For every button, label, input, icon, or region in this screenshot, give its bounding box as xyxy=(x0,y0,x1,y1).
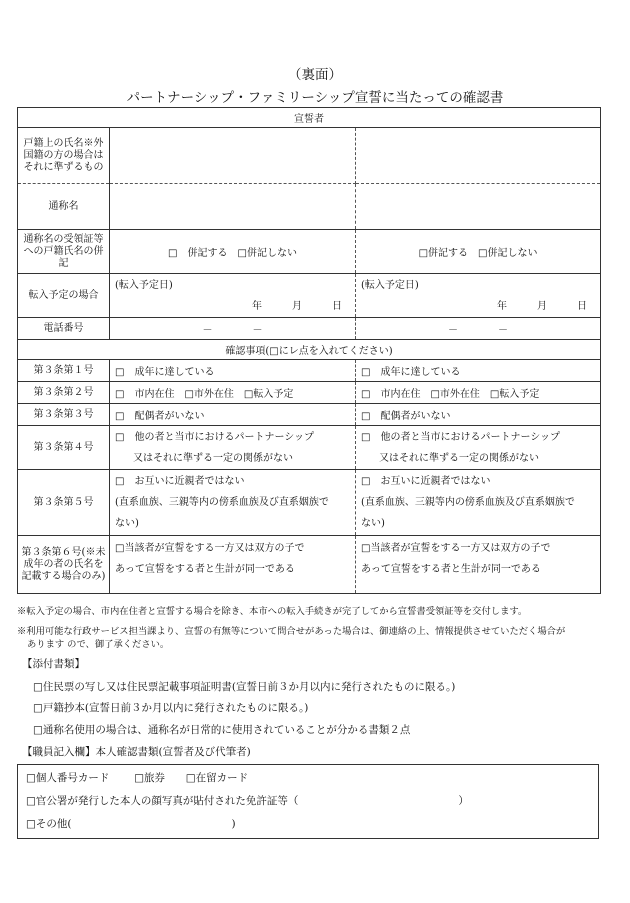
declaration-form-table xyxy=(17,107,601,594)
common-name-label: 通称名 xyxy=(18,184,110,230)
page-title: パートナーシップ・ファミリーシップ宣誓に当たっての確認書 xyxy=(126,90,504,106)
r3-check-right[interactable]: □ 配偶者がいない xyxy=(356,404,601,426)
move-label: 転入予定の場合 xyxy=(18,274,110,318)
r1-check-right[interactable]: □ 成年に達している xyxy=(356,360,601,382)
id-photo-license: □官公署が発行した本人の顔写真が貼付された免許証等（ xyxy=(26,795,299,807)
r2-check-left[interactable]: □ 市内在住 □市外在住 □転入予定 xyxy=(110,382,356,404)
id-other: □その他( xyxy=(26,818,72,830)
name-field-right[interactable] xyxy=(356,128,601,184)
staff-id-row3[interactable] xyxy=(26,816,236,831)
phone-field-right[interactable]: － － xyxy=(356,318,601,340)
staff-header: 【職員記入欄】本人確認書類(宣誓者及び代筆者) xyxy=(22,746,251,758)
r4-text2-right: 又はそれに準ずる一定の関係がない xyxy=(379,452,539,464)
r5-text2-left: (直系血族、三親等内の傍系血族及び直系姻族で xyxy=(115,497,329,508)
attachment-common-name-docs[interactable]: □通称名使用の場合は、通称名が日常的に使用されていることが分かる書類２点 xyxy=(33,724,411,736)
note-2b: あります ので、御了承ください。 xyxy=(27,639,170,650)
r2-label: 第３条第２号 xyxy=(18,382,110,404)
staff-id-row1 xyxy=(26,770,248,785)
r5-text1-left: □ お互いに近親者ではない xyxy=(115,476,245,487)
id-photo-license-close: ） xyxy=(458,795,469,807)
r4-label: 第３条第４号 xyxy=(18,426,110,470)
phone-label: 電話番号 xyxy=(18,318,110,340)
move-sub-right: (転入予定日) xyxy=(361,279,419,291)
name-label: 戸籍上の氏名※外国籍の方の場合はそれに準ずるもの xyxy=(18,128,110,184)
r4-text1-left: □ 他の者と当市におけるパートナーシップ xyxy=(115,431,315,443)
attachment-resident-card[interactable]: □住民票の写し又は住民票記載事項証明書(宣誓日前３か月以内に発行されたものに限る。) xyxy=(33,681,456,693)
id-mynumber-card[interactable]: □個人番号カード xyxy=(26,772,110,784)
r6-text2-right: あって宣誓をする者と生計が同一である xyxy=(361,564,541,575)
r5-text3-left: ない) xyxy=(115,518,139,529)
r6-check-right[interactable] xyxy=(356,536,601,594)
staff-id-row2[interactable] xyxy=(26,793,469,808)
r3-check-left[interactable]: □ 配偶者がいない xyxy=(110,404,356,426)
id-residence-card[interactable]: □在留カード xyxy=(185,772,249,784)
r5-text3-right: ない) xyxy=(361,518,385,529)
move-date-left[interactable] xyxy=(110,274,356,318)
r4-check-right[interactable] xyxy=(356,426,601,470)
staff-id-box xyxy=(17,764,599,839)
phone-field-left[interactable]: － － xyxy=(110,318,356,340)
r5-text1-right: □ お互いに近親者ではない xyxy=(361,476,491,487)
r4-text2-left: 又はそれに準ずる一定の関係がない xyxy=(133,452,293,464)
page-side-label: （裏面） xyxy=(288,67,342,83)
common-name-field-left[interactable] xyxy=(110,184,356,230)
r6-check-left[interactable] xyxy=(110,536,356,594)
r2-check-right[interactable]: □ 市内在住 □市外在住 □転入予定 xyxy=(356,382,601,404)
attachments-header: 【添付書類】 xyxy=(22,658,85,670)
r5-check-right[interactable] xyxy=(356,470,601,536)
move-date-text-right: 年 月 日 xyxy=(497,300,588,312)
r3-label: 第３条第３号 xyxy=(18,404,110,426)
attachment-family-register[interactable]: □戸籍抄本(宣誓日前３か月以内に発行されたものに限る。) xyxy=(33,702,309,714)
r6-text1-left: □当該者が宣誓をする一方又は双方の子で xyxy=(115,543,305,554)
r5-label: 第３条第５号 xyxy=(18,470,110,536)
move-date-text-left: 年 月 日 xyxy=(252,300,342,312)
note-2a: ※利用可能な行政サービス担当課より、宣誓の有無等について問合せがあった場合は、御連絡の上、情報提供させていただく場合が xyxy=(17,626,566,637)
move-sub-left: (転入予定日) xyxy=(115,279,173,291)
declarant-header: 宣誓者 xyxy=(18,108,601,128)
confirm-header: 確認事項(□にレ点を入れてください) xyxy=(18,340,601,360)
common-note-options-left[interactable]: □ 併記する □併記しない xyxy=(110,230,356,274)
r4-check-left[interactable] xyxy=(110,426,356,470)
note-1: ※転入予定の場合、市内在住者と宣誓する場合を除き、本市への転入手続きが完了してから宣誓書受領証等を交付します。 xyxy=(17,606,528,617)
r1-label: 第３条第１号 xyxy=(18,360,110,382)
r4-text1-right: □ 他の者と当市におけるパートナーシップ xyxy=(361,431,561,443)
r1-check-left[interactable]: □ 成年に達している xyxy=(110,360,356,382)
common-note-label: 通称名の受領証等への戸籍氏名の併記 xyxy=(18,230,110,274)
id-passport[interactable]: □旅券 xyxy=(134,772,166,784)
common-name-field-right[interactable] xyxy=(356,184,601,230)
r5-check-left[interactable] xyxy=(110,470,356,536)
name-field-left[interactable] xyxy=(110,128,356,184)
move-date-right[interactable] xyxy=(356,274,601,318)
common-note-options-right[interactable]: □併記する □併記しない xyxy=(356,230,601,274)
id-other-close: ) xyxy=(231,818,236,830)
r5-text2-right: (直系血族、三親等内の傍系血族及び直系姻族で xyxy=(361,497,575,508)
r6-text1-right: □当該者が宣誓をする一方又は双方の子で xyxy=(361,543,551,554)
r6-label: 第３条第６号(※未成年の者の氏名を記載する場合のみ) xyxy=(18,536,110,594)
r6-text2-left: あって宣誓をする者と生計が同一である xyxy=(115,564,295,575)
